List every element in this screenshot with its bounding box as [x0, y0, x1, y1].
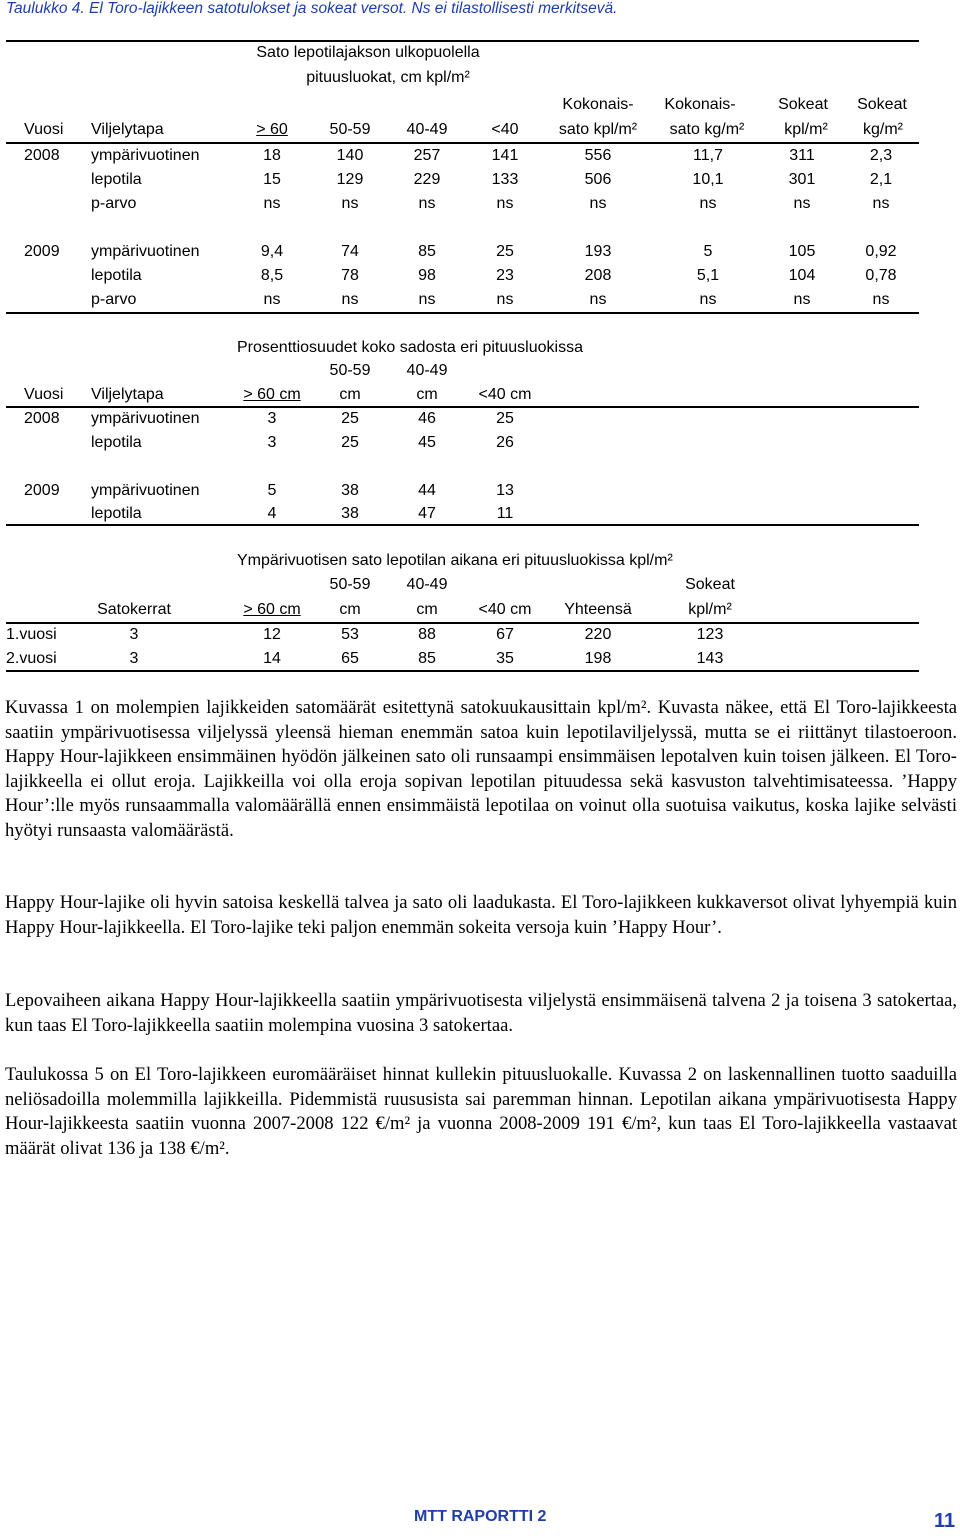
header-kokonais-kpl-2: sato kpl/m² [558, 121, 638, 138]
report-name: MTT RAPORTTI 2 [414, 1508, 547, 1525]
table-3-sub-50-59: 50-59 [329, 576, 371, 593]
paragraph: Happy Hour-lajike oli hyvin satoisa keskellä talvea ja sato oli laadukasta. El Toro-lajikkeen kukkaversot olivat lyhyempiä kuin Happy Hour-lajikkeella. El Toro-lajike teki paljon enemmän sokeita versoja kuin ’Happy Hour’. [5, 892, 957, 938]
cell: ns [589, 195, 607, 212]
cell: 47 [418, 505, 436, 522]
cell: 5 [267, 482, 277, 499]
cell: 25 [496, 243, 514, 260]
paragraph: Taulukossa 5 on El Toro-lajikkeen euromääräiset hinnat kullekin pituusluokalle. Kuvassa 2 on laskennallinen tuotto saaduilla neliösadoilla molemmilla lajikkeilla. Pidemmistä ruususista sai paremman hinnan. Lepotilan aikana ympärivuotisesta Happy Hour-lajikkeesta saatiin vuonna 2007-2008 122 €/m² ja vuonna 2008-2009 191 €/m², kun taas El Toro-lajikkeella vastaavat määrät olivat 136 ja 138 €/m². [5, 1064, 957, 1159]
cell: 11 [496, 505, 514, 522]
header-lt40: <40 cm [478, 386, 532, 403]
cell: ns [418, 291, 436, 308]
table-2-group-header: Prosenttiosuudet koko sadosta eri pituusluokissa [237, 339, 583, 356]
header-gt60: > 60 cm [243, 386, 301, 403]
cell: 301 [788, 171, 816, 188]
cell: 9,4 [260, 243, 284, 260]
table-2-sub-50-59: 50-59 [329, 362, 371, 379]
cell: ns [341, 195, 359, 212]
header-sokeat: kpl/m² [688, 601, 732, 618]
header-viljelytapa: Viljelytapa [91, 386, 164, 403]
cell: 11,7 [693, 147, 723, 164]
row-method: lepotila [91, 505, 142, 522]
cell: 104 [788, 267, 816, 284]
row-method: lepotila [91, 434, 142, 451]
cell: 3 [129, 650, 139, 667]
header-sokeat-kpl-1: Sokeat [778, 96, 828, 113]
cell: 25 [341, 434, 359, 451]
table-1-group-header: Sato lepotilajakson ulkopuolella [256, 44, 480, 61]
paragraph: Kuvassa 1 on molempien lajikkeiden satomäärät esitettynä satokuukausittain kpl/m². Kuvasta näkee, että El Toro-lajikkeesta saatiin ympärivuotisessa viljelyssä yleensä hieman enemmän satoa kuin lepotilaviljelyssä, mutta se ei riittänyt tilastoeroon. Happy Hour-lajikkeen ensimmäinen hyödön jälkeinen sato oli runsaampi ensimmäisen lepotalven kuin toisen jälkeen. El Toro-lajikkeella ei ollut eroja. Lajikkeilla voi olla eroja sopivan lepotilan pituudessa sekä kasvuston talvehtimisateessa. ’Happy Hour’:lle myös runsaammalla valomäärällä ennen ensimmäistä lepotilaa on voinut olla suotuisa vaikutus, koska lajike selvästi hyötyi runsaasta valomäärästä. [5, 697, 957, 841]
header-sokeat-kpl-2: kpl/m² [784, 121, 828, 138]
cell: 0,78 [865, 267, 897, 284]
row-method: ympärivuotinen [91, 410, 200, 427]
cell: 140 [336, 147, 364, 164]
table-3-bottom-rule [6, 670, 919, 672]
cell: 257 [413, 147, 441, 164]
cell: 14 [263, 650, 281, 667]
cell: ns [699, 195, 717, 212]
table-3-sub-40-49: 40-49 [406, 576, 448, 593]
table-3-sub-sokeat: Sokeat [685, 576, 735, 593]
cell: 38 [341, 482, 359, 499]
cell: 4 [267, 505, 277, 522]
cell: 78 [341, 267, 359, 284]
header-kokonais-kg-1: Kokonais- [664, 96, 736, 113]
table-1-top-rule [6, 40, 919, 42]
table-3-header-rule [6, 622, 919, 624]
row-label: 2.vuosi [6, 650, 57, 667]
header-gt60: > 60 cm [243, 601, 301, 618]
table-3-group-header: Ympärivuotisen sato lepotilan aikana eri pituusluokissa kpl/m² [237, 552, 673, 569]
header-40-49: 40-49 [406, 121, 448, 138]
cell: 193 [584, 243, 612, 260]
cell: 53 [341, 626, 359, 643]
table-1-group-header-units: pituusluokat, cm kpl/m² [306, 69, 470, 86]
cell: ns [496, 291, 514, 308]
cell: 26 [496, 434, 514, 451]
cell: 2,1 [869, 171, 893, 188]
cell: 3 [267, 410, 277, 427]
row-year: 2008 [24, 410, 60, 427]
cell: 45 [418, 434, 436, 451]
header-gt60: > 60 [256, 121, 288, 138]
cell: 105 [788, 243, 816, 260]
row-year: 2009 [24, 482, 60, 499]
cell: 3 [129, 626, 139, 643]
cell: ns [699, 291, 717, 308]
cell: 46 [418, 410, 436, 427]
header-50-59: cm [339, 386, 361, 403]
cell: 208 [584, 267, 612, 284]
cell: 88 [418, 626, 436, 643]
cell: ns [418, 195, 436, 212]
cell: 25 [496, 410, 514, 427]
page-number: 11 [934, 1510, 956, 1532]
cell: ns [793, 195, 811, 212]
cell: 18 [263, 147, 281, 164]
cell: 8,5 [260, 267, 284, 284]
header-sokeat-kg-1: Sokeat [857, 96, 907, 113]
cell: 38 [341, 505, 359, 522]
cell: ns [263, 195, 281, 212]
cell: 35 [496, 650, 514, 667]
cell: 65 [341, 650, 359, 667]
paragraph: Lepovaiheen aikana Happy Hour-lajikkeella saatiin ympärivuotisesta viljelystä ensimmäisenä talvena 2 ja toisena 3 satokertaa, kun taas El Toro-lajikkeella saatiin molempina vuosina 3 satokertaa. [5, 990, 957, 1036]
cell: 2,3 [869, 147, 893, 164]
header-kokonais-kg-2: sato kg/m² [669, 121, 745, 138]
cell: 506 [584, 171, 612, 188]
cell: ns [263, 291, 281, 308]
row-method: lepotila [91, 171, 142, 188]
cell: 141 [491, 147, 519, 164]
cell: 67 [496, 626, 514, 643]
cell: ns [872, 195, 890, 212]
header-lt40: <40 [491, 121, 519, 138]
header-yhteensa: Yhteensä [564, 601, 632, 618]
cell: 85 [418, 243, 436, 260]
header-40-49: cm [416, 386, 438, 403]
header-50-59: cm [339, 601, 361, 618]
row-method: ympärivuotinen [91, 482, 200, 499]
table-2-header-rule [6, 406, 919, 408]
cell: 3 [267, 434, 277, 451]
header-vuosi: Vuosi [24, 386, 64, 403]
cell: 12 [263, 626, 281, 643]
cell: 133 [491, 171, 519, 188]
cell: 143 [696, 650, 724, 667]
cell: 15 [263, 171, 281, 188]
cell: 74 [341, 243, 359, 260]
cell: 44 [418, 482, 436, 499]
cell: 98 [418, 267, 436, 284]
row-label: 1.vuosi [6, 626, 57, 643]
cell: 229 [413, 171, 441, 188]
table-2-bottom-rule [6, 524, 919, 526]
cell: 198 [584, 650, 612, 667]
cell: 129 [336, 171, 364, 188]
cell: ns [793, 291, 811, 308]
cell: 23 [496, 267, 514, 284]
cell: 311 [789, 147, 815, 164]
cell: ns [589, 291, 607, 308]
header-40-49: cm [416, 601, 438, 618]
header-lt40: <40 cm [478, 601, 532, 618]
table-1-bottom-rule [6, 312, 919, 314]
row-method: p-arvo [91, 195, 137, 212]
cell: 220 [584, 626, 612, 643]
row-method: p-arvo [91, 291, 137, 308]
row-method: lepotila [91, 267, 142, 284]
cell: 13 [496, 482, 514, 499]
cell: ns [872, 291, 890, 308]
header-sokeat-kg-2: kg/m² [863, 121, 903, 138]
table-2-sub-40-49: 40-49 [406, 362, 448, 379]
header-kokonais-kpl-1: Kokonais- [562, 96, 634, 113]
table-caption: Taulukko 4. El Toro-lajikkeen satotulokset ja sokeat versot. Ns ei tilastollisesti merkitsevä. [6, 0, 618, 17]
cell: 123 [696, 626, 724, 643]
cell: ns [341, 291, 359, 308]
row-year: 2009 [24, 243, 60, 260]
cell: 25 [341, 410, 359, 427]
header-viljelytapa: Viljelytapa [91, 121, 164, 138]
header-50-59: 50-59 [329, 121, 371, 138]
row-method: ympärivuotinen [91, 147, 200, 164]
cell: 556 [584, 147, 612, 164]
cell: 0,92 [865, 243, 897, 260]
header-satokerrat: Satokerrat [97, 601, 171, 618]
header-vuosi: Vuosi [24, 121, 64, 138]
cell: 10,1 [692, 171, 724, 188]
table-1-header-rule [6, 142, 919, 144]
row-method: ympärivuotinen [91, 243, 200, 260]
row-year: 2008 [24, 147, 60, 164]
cell: 5,1 [696, 267, 720, 284]
cell: ns [496, 195, 514, 212]
cell: 85 [418, 650, 436, 667]
cell: 5 [703, 243, 713, 260]
